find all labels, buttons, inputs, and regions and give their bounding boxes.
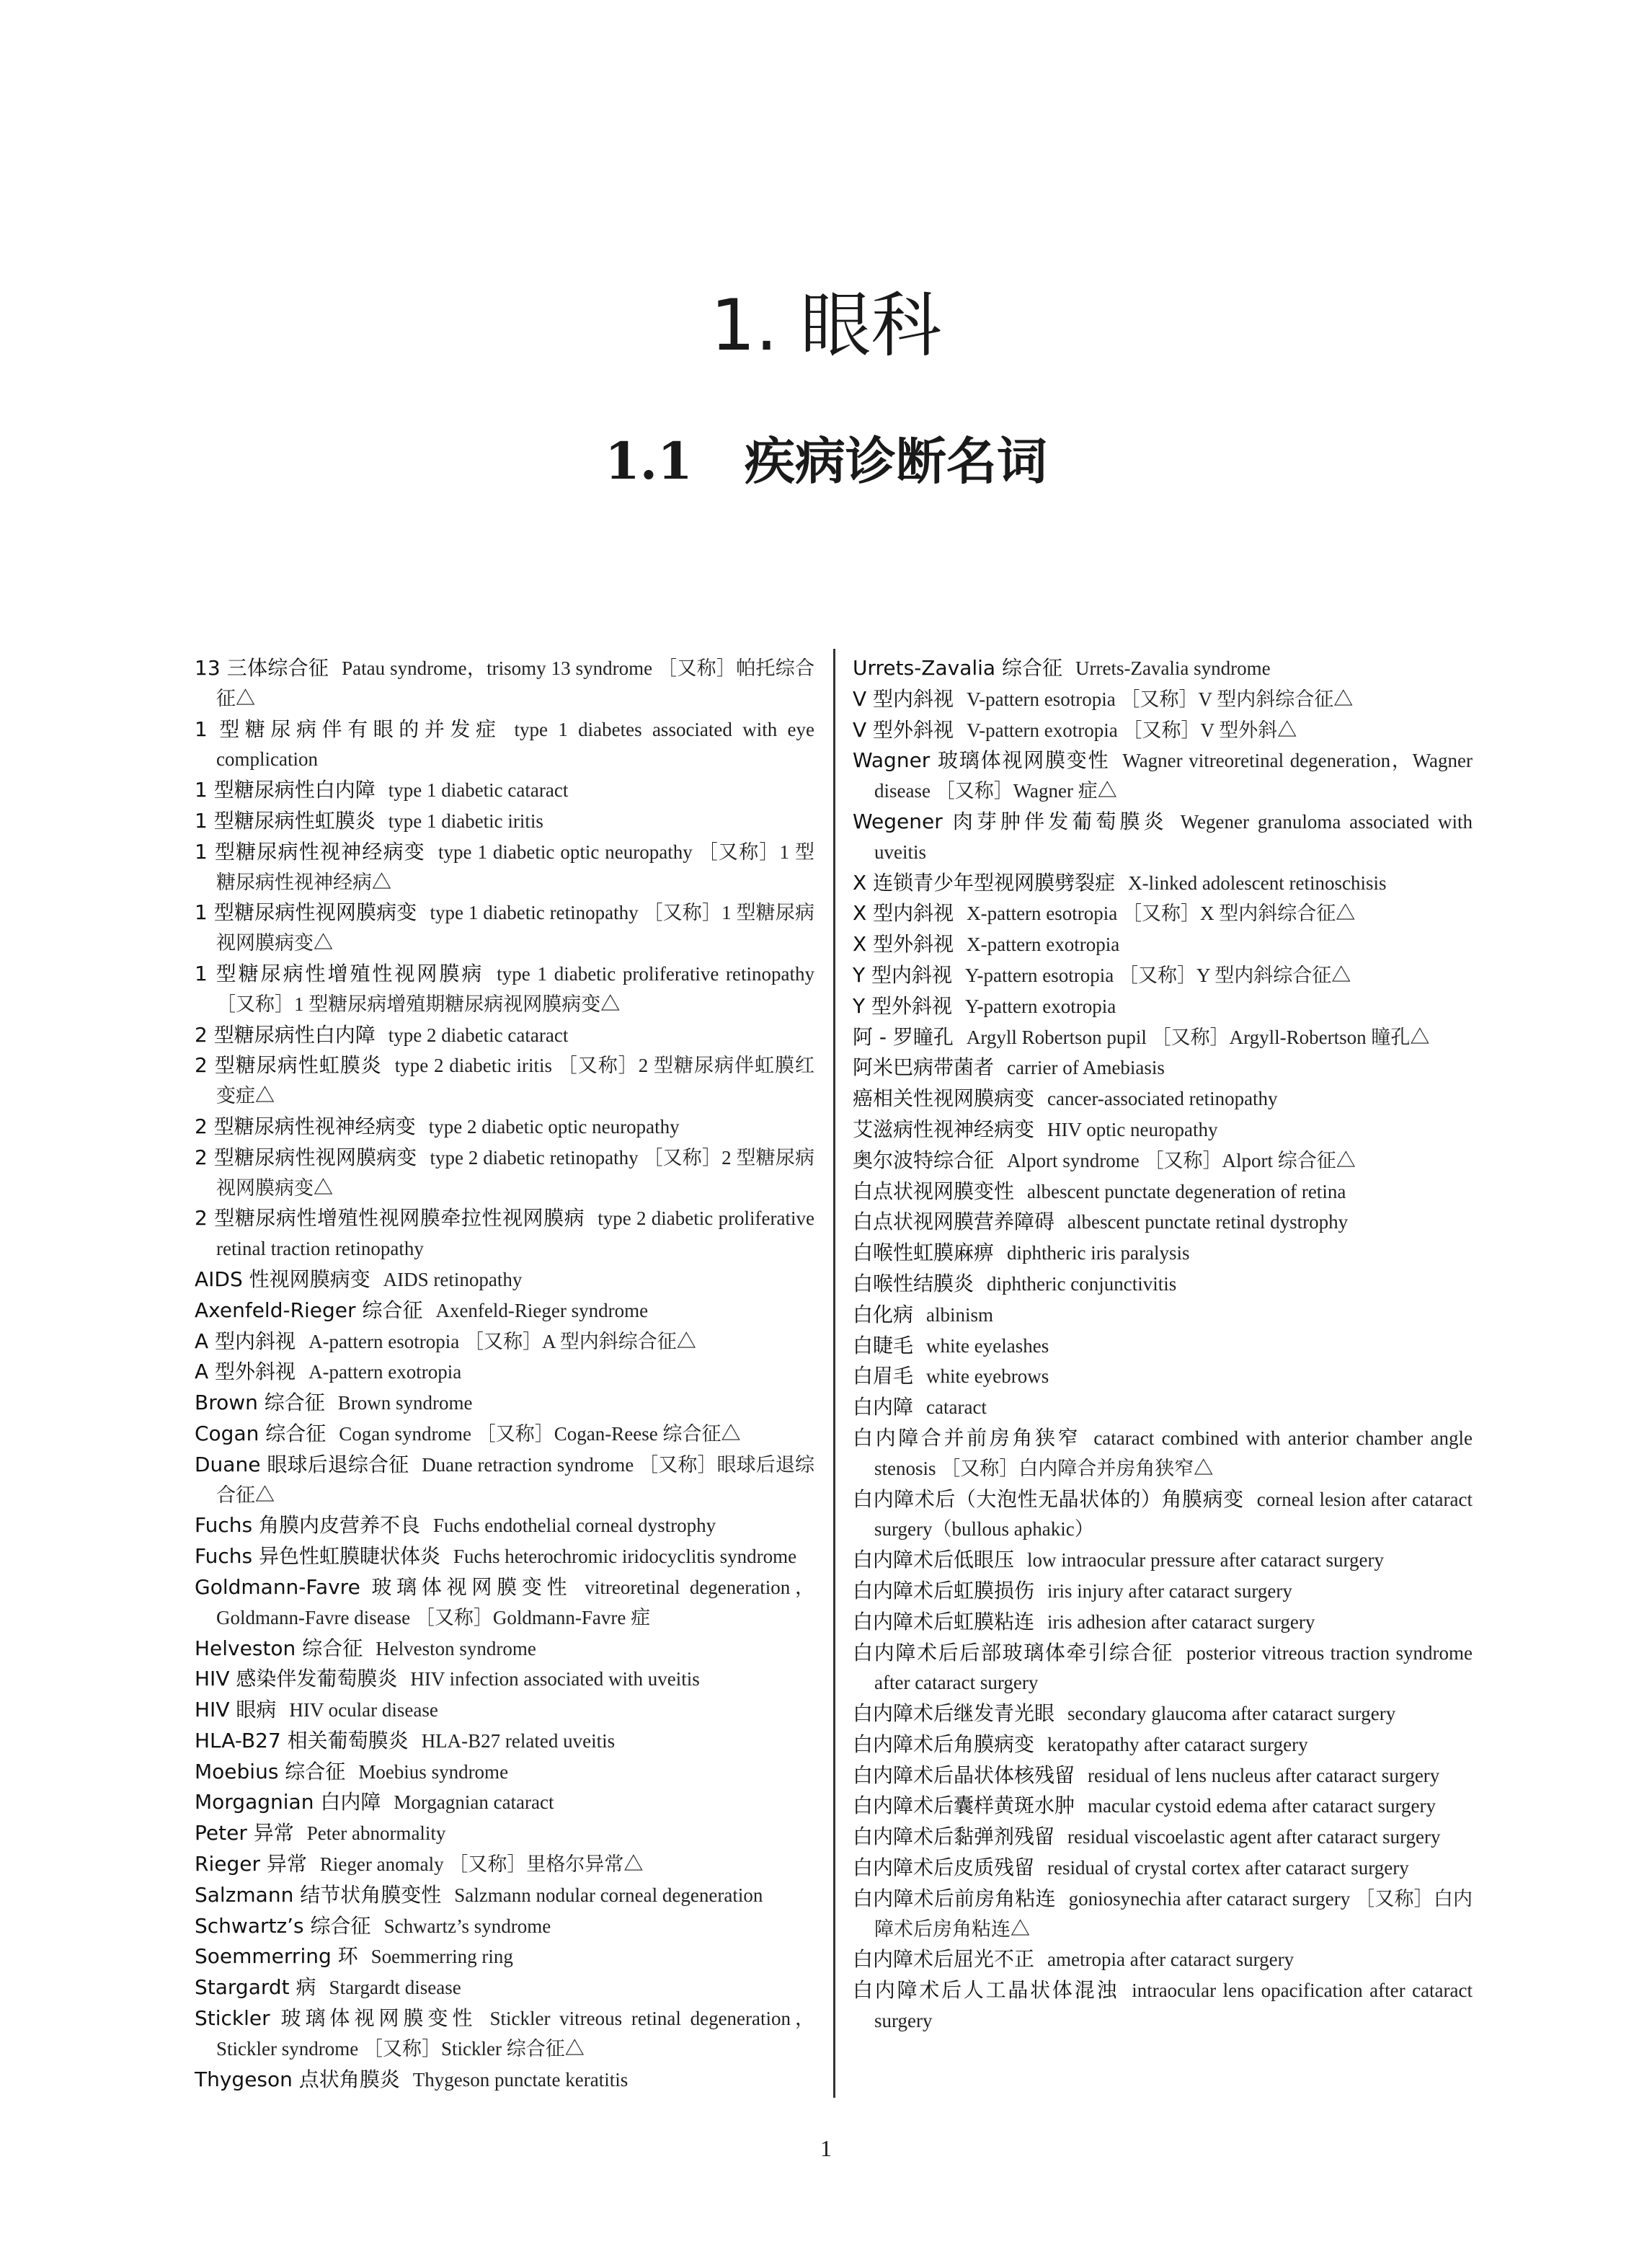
entry-term-en: iris injury after cataract surgery bbox=[1047, 1579, 1292, 1602]
dictionary-entry bbox=[195, 897, 814, 959]
dictionary-entry bbox=[853, 1145, 1473, 1176]
entry-term-zh: 13 三体综合征 bbox=[195, 656, 329, 680]
entry-term-en: Helveston syndrome bbox=[376, 1637, 536, 1659]
entry-term-zh: Morgagnian 白内障 bbox=[195, 1790, 381, 1814]
entry-term-zh: Duane 眼球后退综合征 bbox=[195, 1452, 409, 1476]
section-name: 疾病诊断名词 bbox=[744, 431, 1047, 491]
dictionary-entry bbox=[853, 1545, 1473, 1576]
entry-term-zh: 白内障术后屈光不正 bbox=[853, 1947, 1035, 1972]
dictionary-entry bbox=[195, 1541, 814, 1572]
dictionary-entry bbox=[853, 1944, 1473, 1975]
entry-term-zh: Soemmerring 环 bbox=[195, 1944, 358, 1969]
entry-term-zh: 白内障术后前房角粘连 bbox=[853, 1886, 1056, 1910]
entry-term-en: type 1 diabetic optic neuropathy ［又称］1 型糖尿病性视神经病△ bbox=[216, 841, 815, 893]
dictionary-entry bbox=[195, 806, 814, 837]
section-title bbox=[0, 429, 1652, 494]
dictionary-entry bbox=[195, 1388, 814, 1419]
dictionary-entry bbox=[195, 837, 814, 898]
entry-term-zh: 白点状视网膜营养障碍 bbox=[853, 1210, 1055, 1234]
entry-term-zh: AIDS 性视网膜病变 bbox=[195, 1267, 370, 1291]
dictionary-entry bbox=[195, 1450, 814, 1511]
dictionary-entry bbox=[195, 1911, 814, 1942]
right-column bbox=[853, 653, 1473, 2036]
entry-term-en: Patau syndrome，trisomy 13 syndrome ［又称］帕托综合征△ bbox=[216, 657, 814, 709]
dictionary-entry bbox=[853, 1576, 1473, 1607]
entry-term-en: Rieger anomaly ［又称］里格尔异常△ bbox=[319, 1853, 644, 1876]
entry-term-zh: 1 型糖尿病性白内障 bbox=[195, 778, 376, 802]
entry-term-zh: 白喉性结膜炎 bbox=[853, 1271, 974, 1295]
dictionary-entry bbox=[195, 1787, 814, 1818]
entry-term-en: macular cystoid edema after cataract surgery bbox=[1088, 1795, 1436, 1817]
entry-term-en: Salzmann nodular corneal degeneration bbox=[454, 1884, 763, 1906]
dictionary-entry bbox=[195, 2003, 814, 2065]
entry-term-zh: 白内障术后低眼压 bbox=[853, 1548, 1015, 1572]
entry-term-en: white eyelashes bbox=[926, 1334, 1049, 1357]
dictionary-entry bbox=[195, 1295, 814, 1326]
section-number: 1.1 bbox=[605, 431, 693, 491]
entry-term-zh: Fuchs 异色性虹膜睫状体炎 bbox=[195, 1544, 440, 1569]
entry-term-en: diphtheric iris paralysis bbox=[1007, 1242, 1190, 1264]
dictionary-entry bbox=[195, 1050, 814, 1112]
entry-term-en: Urrets-Zavalia syndrome bbox=[1075, 657, 1271, 679]
entry-term-zh: 白内障 bbox=[853, 1395, 914, 1419]
entry-term-zh: V 型外斜视 bbox=[853, 717, 954, 742]
entry-term-en: Stickler vitreous retinal degeneration，Stickler syndrome ［又称］Stickler 综合征△ bbox=[216, 2008, 815, 2060]
entry-term-en: Y-pattern exotropia bbox=[965, 995, 1116, 1017]
entry-term-zh: Peter 异常 bbox=[195, 1821, 294, 1845]
dictionary-entry bbox=[853, 1207, 1473, 1238]
entry-term-en: Alport syndrome ［又称］Alport 综合征△ bbox=[1007, 1149, 1356, 1171]
entry-term-zh: 白内障术后人工晶状体混浊 bbox=[853, 1978, 1119, 2003]
entry-term-zh: 艾滋病性视神经病变 bbox=[853, 1117, 1035, 1141]
entry-term-en: residual viscoelastic agent after cataract surgery bbox=[1067, 1826, 1441, 1848]
dictionary-entry bbox=[195, 1941, 814, 1972]
dictionary-entry bbox=[195, 1572, 814, 1634]
entry-term-en: HIV infection associated with uveitis bbox=[410, 1668, 700, 1690]
dictionary-entry bbox=[853, 991, 1473, 1022]
entry-term-zh: 白点状视网膜变性 bbox=[853, 1179, 1015, 1203]
entry-term-zh: HIV 眼病 bbox=[195, 1698, 277, 1722]
entry-term-zh: Y 型外斜视 bbox=[853, 993, 953, 1018]
dictionary-entry bbox=[195, 1264, 814, 1295]
entry-term-zh: 白内障术后（大泡性无晶状体的）角膜病变 bbox=[853, 1486, 1244, 1511]
dictionary-entry bbox=[853, 929, 1473, 960]
entry-term-en: A-pattern exotropia bbox=[308, 1361, 462, 1383]
dictionary-entry bbox=[853, 960, 1473, 991]
entry-term-zh: 阿米巴病带菌者 bbox=[853, 1055, 995, 1080]
dictionary-entry bbox=[853, 684, 1473, 715]
entry-term-en: goniosynechia after cataract surgery ［又称］白内障术后房角粘连△ bbox=[874, 1887, 1473, 1940]
entry-term-en: Brown syndrome bbox=[337, 1392, 473, 1414]
dictionary-entry bbox=[853, 1484, 1473, 1546]
entry-term-zh: Moebius 综合征 bbox=[195, 1759, 346, 1783]
dictionary-entry bbox=[853, 1607, 1473, 1638]
entry-term-en: type 2 diabetic retinopathy ［又称］2 型糖尿病视网膜病变△ bbox=[216, 1146, 814, 1199]
entry-term-en: albescent punctate retinal dystrophy bbox=[1067, 1211, 1349, 1233]
entry-term-en: Duane retraction syndrome ［又称］眼球后退综合征△ bbox=[216, 1453, 814, 1506]
entry-term-zh: HIV 感染伴发葡萄膜炎 bbox=[195, 1667, 398, 1691]
entry-term-en: Morgagnian cataract bbox=[394, 1791, 554, 1814]
dictionary-entry bbox=[195, 1664, 814, 1695]
entry-term-zh: 白化病 bbox=[853, 1302, 914, 1326]
dictionary-entry bbox=[853, 1853, 1473, 1884]
entry-term-en: albinism bbox=[926, 1303, 994, 1326]
entry-term-en: type 1 diabetic retinopathy ［又称］1 型糖尿病视网膜病变△ bbox=[216, 902, 814, 954]
entry-term-en: type 1 diabetic proliferative retinopathy ［又称］1 型糖尿病增殖期糖尿病视网膜病变△ bbox=[216, 962, 815, 1015]
entry-term-en: Argyll Robertson pupil ［又称］Argyll-Robertson 瞳孔△ bbox=[966, 1026, 1430, 1048]
entry-term-zh: 奥尔波特综合征 bbox=[853, 1148, 995, 1172]
entry-term-zh: 白喉性虹膜麻痹 bbox=[853, 1241, 995, 1265]
dictionary-entry bbox=[195, 1634, 814, 1665]
dictionary-entry bbox=[195, 1419, 814, 1450]
entry-term-zh: V 型内斜视 bbox=[853, 686, 954, 711]
dictionary-entry bbox=[853, 1176, 1473, 1207]
entry-term-zh: X 型外斜视 bbox=[853, 932, 954, 957]
entry-term-en: cataract bbox=[926, 1396, 987, 1419]
dictionary-entry bbox=[195, 1880, 814, 1911]
entry-term-en: keratopathy after cataract surgery bbox=[1047, 1733, 1308, 1755]
entry-term-zh: X 型内斜视 bbox=[853, 901, 954, 926]
entry-term-en: residual of lens nucleus after cataract surgery bbox=[1088, 1764, 1440, 1786]
entry-term-zh: 1 型糖尿病伴有眼的并发症 bbox=[195, 717, 502, 741]
entry-term-zh: Wagner 玻璃体视网膜变性 bbox=[853, 748, 1110, 773]
entry-term-en: Fuchs endothelial corneal dystrophy bbox=[432, 1515, 716, 1537]
entry-term-zh: Y 型内斜视 bbox=[853, 962, 953, 987]
entry-term-zh: Goldmann-Favre 玻璃体视网膜变性 bbox=[195, 1574, 572, 1599]
entry-term-zh: 白内障术后皮质残留 bbox=[853, 1856, 1035, 1880]
entry-term-zh: 白内障术后囊样黄斑水肿 bbox=[853, 1794, 1075, 1818]
entry-term-zh: 1 型糖尿病性视网膜病变 bbox=[195, 900, 417, 925]
dictionary-entry bbox=[853, 1975, 1473, 2036]
entry-term-zh: Rieger 异常 bbox=[195, 1852, 307, 1876]
dictionary-entry bbox=[195, 1510, 814, 1541]
entry-term-zh: Brown 综合征 bbox=[195, 1391, 325, 1415]
dictionary-entry bbox=[195, 2065, 814, 2096]
entry-term-zh: 白内障术后晶状体核残留 bbox=[853, 1763, 1075, 1787]
entry-term-en: secondary glaucoma after cataract surgery bbox=[1067, 1703, 1396, 1725]
dictionary-entry bbox=[853, 715, 1473, 746]
dictionary-entry bbox=[853, 1638, 1473, 1699]
entry-term-zh: Wegener 肉芽肿伴发葡萄膜炎 bbox=[853, 809, 1168, 833]
dictionary-entry bbox=[853, 1022, 1473, 1053]
entry-term-zh: 1 型糖尿病性虹膜炎 bbox=[195, 808, 376, 833]
entry-term-en: iris adhesion after cataract surgery bbox=[1047, 1610, 1315, 1633]
dictionary-entry bbox=[853, 653, 1473, 684]
entry-term-zh: 白内障术后虹膜损伤 bbox=[853, 1578, 1035, 1603]
entry-term-en: V-pattern esotropia ［又称］V 型内斜综合征△ bbox=[967, 688, 1354, 710]
dictionary-entry bbox=[195, 1695, 814, 1726]
entry-term-zh: 2 型糖尿病性虹膜炎 bbox=[195, 1053, 382, 1078]
dictionary-entry bbox=[195, 653, 814, 714]
entry-term-zh: 白内障术后虹膜粘连 bbox=[853, 1609, 1035, 1634]
entry-term-en: albescent punctate degeneration of retina bbox=[1027, 1180, 1346, 1202]
entry-term-en: V-pattern exotropia ［又称］V 型外斜△ bbox=[967, 719, 1297, 741]
dictionary-entry bbox=[853, 1423, 1473, 1484]
page-number: 1 bbox=[820, 2135, 832, 2161]
entry-term-zh: Thygeson 点状角膜炎 bbox=[195, 2067, 400, 2091]
entry-term-en: type 2 diabetic proliferative retinal traction retinopathy bbox=[216, 1207, 814, 1260]
entry-term-en: type 1 diabetic iritis bbox=[388, 810, 543, 832]
entry-term-en: Fuchs heterochromic iridocyclitis syndrome bbox=[453, 1546, 797, 1568]
entry-term-en: type 1 diabetic cataract bbox=[388, 779, 569, 802]
dictionary-entry bbox=[853, 1114, 1473, 1145]
entry-term-zh: X 连锁青少年型视网膜劈裂症 bbox=[853, 870, 1116, 895]
entry-term-zh: Helveston 综合征 bbox=[195, 1636, 363, 1660]
entry-term-zh: 1 型糖尿病性视神经病变 bbox=[195, 839, 426, 864]
dictionary-entry bbox=[853, 1083, 1473, 1114]
entry-term-zh: 阿 - 罗瞳孔 bbox=[853, 1024, 954, 1049]
entry-term-en: cancer-associated retinopathy bbox=[1047, 1088, 1278, 1110]
entry-term-zh: 2 型糖尿病性增殖性视网膜牵拉性视网膜病 bbox=[195, 1206, 585, 1231]
entry-term-en: HIV ocular disease bbox=[289, 1699, 438, 1721]
entry-term-zh: Stargardt 病 bbox=[195, 1975, 316, 2000]
entry-term-en: low intraocular pressure after cataract surgery bbox=[1027, 1549, 1385, 1572]
entry-term-zh: Salzmann 结节状角膜变性 bbox=[195, 1882, 442, 1907]
dictionary-entry bbox=[853, 1698, 1473, 1729]
dictionary-entry bbox=[195, 1020, 814, 1051]
entry-term-en: residual of crystal cortex after cataract surgery bbox=[1047, 1857, 1409, 1879]
entry-term-en: A-pattern esotropia ［又称］A 型内斜综合征△ bbox=[308, 1330, 696, 1352]
entry-term-en: carrier of Amebiasis bbox=[1007, 1057, 1165, 1079]
entry-term-zh: A 型内斜视 bbox=[195, 1329, 296, 1353]
dictionary-entry bbox=[195, 714, 814, 776]
entry-term-en: Schwartz’s syndrome bbox=[383, 1915, 551, 1937]
entry-term-en: Axenfeld-Rieger syndrome bbox=[435, 1299, 649, 1321]
dictionary-entry bbox=[853, 745, 1473, 807]
entry-term-zh: 2 型糖尿病性白内障 bbox=[195, 1022, 376, 1047]
entry-term-en: Y-pattern esotropia ［又称］Y 型内斜综合征△ bbox=[965, 964, 1351, 986]
entry-term-en: type 2 diabetic optic neuropathy bbox=[428, 1115, 680, 1138]
entry-term-zh: Stickler 玻璃体视网膜变性 bbox=[195, 2006, 477, 2031]
entry-term-zh: 白内障术后继发青光眼 bbox=[853, 1701, 1055, 1726]
dictionary-entry bbox=[195, 959, 814, 1020]
entry-term-zh: 白内障术后黏弹剂残留 bbox=[853, 1825, 1055, 1849]
entry-term-zh: 1 型糖尿病性增殖性视网膜病 bbox=[195, 961, 484, 985]
entry-term-en: Moebius syndrome bbox=[358, 1760, 509, 1783]
entry-term-en: X-pattern exotropia bbox=[967, 934, 1120, 956]
entry-term-en: Soemmerring ring bbox=[370, 1946, 513, 1968]
dictionary-entry bbox=[195, 1972, 814, 2003]
dictionary-entry bbox=[195, 1203, 814, 1264]
dictionary-entry bbox=[853, 1884, 1473, 1945]
entry-term-en: vitreoretinal degeneration，Goldmann-Favre disease ［又称］Goldmann-Favre 症 bbox=[216, 1576, 814, 1628]
entry-term-zh: 白眉毛 bbox=[853, 1364, 914, 1388]
dictionary-entry bbox=[195, 1757, 814, 1788]
chapter-title: 1. 眼科 bbox=[710, 285, 942, 367]
dictionary-entry bbox=[853, 1269, 1473, 1300]
dictionary-entry bbox=[195, 1818, 814, 1849]
entry-term-zh: 2 型糖尿病性视网膜病变 bbox=[195, 1145, 417, 1169]
entry-term-en: cataract combined with anterior chamber angle stenosis ［又称］白内障合并房角狭窄△ bbox=[874, 1427, 1473, 1479]
dictionary-entry bbox=[853, 807, 1473, 868]
dictionary-entry bbox=[853, 1791, 1473, 1822]
dictionary-entry bbox=[853, 868, 1473, 899]
entry-term-en: type 2 diabetic iritis ［又称］2 型糖尿病伴虹膜红变症△ bbox=[216, 1055, 814, 1107]
entry-term-en: diphtheric conjunctivitis bbox=[987, 1272, 1177, 1295]
column-divider bbox=[833, 649, 835, 2098]
dictionary-entry bbox=[853, 898, 1473, 929]
entry-term-zh: Fuchs 角膜内皮营养不良 bbox=[195, 1513, 420, 1538]
entry-term-en: type 1 diabetes associated with eye complication bbox=[216, 718, 815, 771]
dictionary-entry bbox=[853, 1300, 1473, 1331]
dictionary-entry bbox=[195, 1326, 814, 1357]
entry-term-zh: Cogan 综合征 bbox=[195, 1421, 327, 1445]
entry-term-en: Peter abnormality bbox=[306, 1822, 446, 1845]
entry-term-en: Stargardt disease bbox=[329, 1977, 461, 1999]
entry-term-en: intraocular lens opacification after cataract surgery bbox=[874, 1980, 1473, 2032]
entry-term-en: AIDS retinopathy bbox=[383, 1268, 523, 1290]
entry-term-zh: 白内障术后后部玻璃体牵引综合征 bbox=[853, 1640, 1173, 1665]
entry-term-en: HIV optic neuropathy bbox=[1047, 1118, 1218, 1140]
entry-term-en: posterior vitreous traction syndrome after cataract surgery bbox=[874, 1641, 1473, 1694]
entry-term-en: Thygeson punctate keratitis bbox=[412, 2068, 629, 2091]
dictionary-entry bbox=[195, 1726, 814, 1757]
entry-term-en: Cogan syndrome ［又称］Cogan-Reese 综合征△ bbox=[339, 1422, 741, 1445]
entry-term-zh: HLA-B27 相关葡萄膜炎 bbox=[195, 1728, 409, 1752]
entry-term-en: corneal lesion after cataract surgery（bullous aphakic） bbox=[874, 1488, 1473, 1541]
dictionary-entry bbox=[195, 1112, 814, 1143]
entry-term-en: type 2 diabetic cataract bbox=[388, 1024, 569, 1046]
entry-term-zh: 2 型糖尿病性视神经病变 bbox=[195, 1114, 416, 1138]
dictionary-entry bbox=[195, 775, 814, 806]
dictionary-entry bbox=[853, 1392, 1473, 1423]
entry-term-zh: A 型外斜视 bbox=[195, 1360, 296, 1384]
dictionary-entry bbox=[853, 1238, 1473, 1269]
dictionary-entry bbox=[853, 1760, 1473, 1791]
entry-term-zh: Schwartz’s 综合征 bbox=[195, 1913, 371, 1938]
entry-term-en: ametropia after cataract surgery bbox=[1047, 1949, 1294, 1971]
dictionary-entry bbox=[853, 1052, 1473, 1083]
entry-term-en: Wagner vitreoretinal degeneration，Wagner disease ［又称］Wagner 症△ bbox=[874, 750, 1473, 802]
entry-term-zh: 癌相关性视网膜病变 bbox=[853, 1086, 1035, 1111]
entry-term-zh: 白睫毛 bbox=[853, 1333, 914, 1357]
dictionary-entry bbox=[853, 1729, 1473, 1760]
dictionary-entry bbox=[853, 1331, 1473, 1362]
dictionary-entry bbox=[853, 1822, 1473, 1853]
dictionary-entry bbox=[195, 1143, 814, 1204]
dictionary-entry bbox=[195, 1357, 814, 1388]
left-column bbox=[195, 653, 814, 2095]
entry-term-zh: Urrets-Zavalia 综合征 bbox=[853, 656, 1062, 680]
entry-term-zh: 白内障术后角膜病变 bbox=[853, 1732, 1035, 1756]
entry-term-en: white eyebrows bbox=[926, 1365, 1049, 1388]
entry-term-en: HLA-B27 related uveitis bbox=[421, 1729, 616, 1752]
dictionary-entry bbox=[853, 1361, 1473, 1392]
entry-term-zh: Axenfeld-Rieger 综合征 bbox=[195, 1298, 423, 1322]
entry-term-en: X-linked adolescent retinoschisis bbox=[1128, 872, 1387, 894]
entry-term-zh: 白内障合并前房角狭窄 bbox=[853, 1425, 1081, 1450]
entry-term-en: X-pattern esotropia ［又称］X 型内斜综合征△ bbox=[967, 903, 1356, 925]
dictionary-entry bbox=[195, 1849, 814, 1880]
entry-term-en: Wegener granuloma associated with uveitis bbox=[874, 810, 1473, 863]
